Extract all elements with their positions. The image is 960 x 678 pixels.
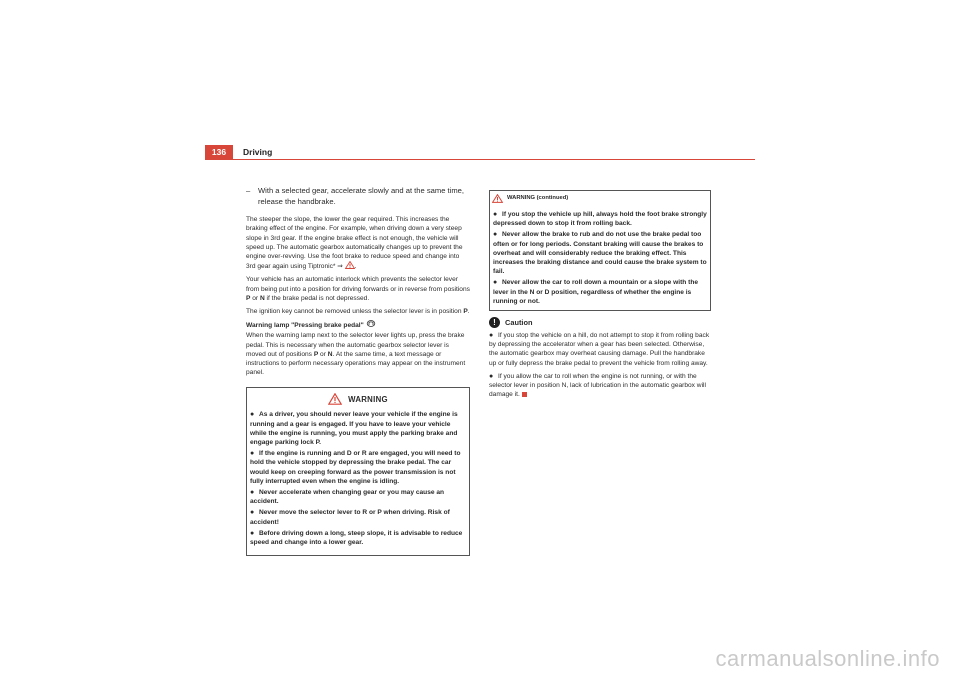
paragraph-ignition [246,307,470,316]
bullet-icon: ● [493,279,498,287]
warning-header [247,388,469,410]
warning-item-text: If the engine is running and D or R are engaged, you will need to hold the vehicle stopped by depressing the brake pedal. The car would keep on creeping forward as the power transmission is not fully interrupted even when the engine is idling. [250,450,461,485]
warning-item-text: Never allow the brake to rub and do not use the brake pedal too often or for long periods. Constant braking will cause the brakes to overheat and will considerably reduce the braking effect. This increases the braking distance and could cause the brake system to fail. [493,231,707,276]
warning-continued-box [489,190,711,311]
warning-ref-icon [345,261,355,269]
header-divider [205,159,755,160]
caution-item-text: If you allow the car to roll when the engine is not running, or with the selector lever in position N, lack of lubrication in the automatic gearbox will damage it. [489,372,706,399]
warning-triangle-icon [492,194,503,203]
step-dash: – [246,186,251,195]
caution-icon: ! [489,317,500,328]
warning-item-text: Never move the selector lever to R or P when driving. Risk of accident! [250,509,450,526]
caution-header [489,317,711,328]
warning-box [246,387,470,556]
bullet-icon: ● [493,231,498,239]
paragraph-lamp [246,331,470,377]
bullet-icon: ● [250,509,255,517]
lamp-position-p: P [313,350,319,358]
section-title: Driving [243,147,273,157]
position-n: N [259,294,265,302]
warning-item-text: Never accelerate when changing gear or you may cause an accident. [250,489,445,506]
bullet-icon: ● [250,489,255,497]
lamp-text-a: When the warning lamp next to the selector lever lights up, press the brake pedal. This is necessary when the automatic gearbox selector lever is moved out of positions [246,332,465,358]
warning-continued-header [490,191,710,206]
warning-item [247,410,469,447]
warning-item [247,529,469,547]
brake-pedal-lamp-icon [366,320,376,327]
ignition-text-b: . [467,308,470,316]
lamp-title: Warning lamp "Pressing brake pedal" [246,322,364,330]
caution-item-text: If you stop the vehicle on a hill, do not attempt to stop it from rolling back by depressing the accelerator when a gear has been selected. Otherwise, the automatic gearbox may overheat causing damage. Pull the handbrake up or fully depress the brake pedal to prevent the vehicle from rolling away. [489,332,710,367]
bullet-icon: ● [493,211,498,218]
watermark: carmanualsonline.info [715,646,940,671]
ignition-position-p: P [463,308,468,316]
warning-continued-title: WARNING (continued) [507,194,569,201]
lamp-heading [246,320,470,330]
warning-item-text: Before driving down a long, steep slope, it is advisable to reduce speed and change into a lower gear. [250,529,463,547]
warning-title: WARNING [348,394,388,404]
step-text: With a selected gear, accelerate slowly and at the same time, release the handbrake. [258,186,464,206]
warning-triangle-icon [328,393,342,405]
warning-item [490,206,710,228]
paragraph-slope-text: The steeper the slope, the lower the gear required. This increases the braking effect of the engine. For example, when driving down a very steep slope in 3rd gear. If the engine brake effect is not enough, the vehicle will speed up. The automatic gearbox automatically changes up to prevent the engine over-revving. Use the foot brake to reduce speed and change into 3rd gear again using Tiptronic* ⇒ [246,216,463,271]
bullet-icon: ● [489,372,494,380]
bullet-icon: ● [250,450,255,458]
warning-item-text: As a driver, you should never leave your vehicle if the engine is running and a gear is engaged. If you have to leave your vehicle while the engine is running, you must apply the parking brake and engage parking lock P. [250,411,458,447]
ignition-text-a: The ignition key cannot be removed unless the selector lever is in position [246,308,464,316]
page-number: 136 [205,145,233,159]
interlock-text-b: if the brake pedal is not depressed. [264,294,370,302]
instruction-step [246,186,470,207]
warning-item [247,488,469,506]
bullet-icon: ● [250,529,255,537]
caution-item [489,372,711,400]
bullet-icon: ● [489,332,494,340]
right-column [489,190,711,403]
bullet-icon: ● [250,411,255,419]
lamp-text-b: . At the same time, a text message or instructions to perform necessary operations may appear on the instrument panel. [246,350,466,377]
caution-item [489,331,711,368]
section-end-marker [522,392,527,397]
interlock-or: or [250,294,260,302]
warning-item-text: Never allow the car to roll down a mountain or a slope with the lever in the N or D position, regardless of whether the engine is running or not. [493,279,699,305]
lamp-or: or [318,350,328,358]
interlock-text-a: Your vehicle has an automatic interlock which prevents the selector lever from being put into a position for driving forwards or in reverse from positions [246,276,470,293]
paragraph-slope: The steeper the slope, the lower the gear required. This increases the braking effect of the engine. For example, when driving down a very steep slope in 3rd gear. If the engine brake effect is not enough, the vehicle will speed up. The automatic gearbox automatically changes up to prevent the engine over-revving. Use the foot brake to reduce speed and change into 3rd gear again using Tiptronic* ⇒ . [246,216,463,271]
warning-item [247,508,469,526]
lamp-position-n: N [327,350,333,358]
warning-item-text: If you stop the vehicle up hill, always hold the foot brake strongly depressed down to stop it from rolling back. [493,211,707,228]
warning-item [490,278,710,306]
left-column [246,186,470,556]
paragraph-interlock [246,275,470,303]
warning-item [490,230,710,276]
position-p: P [246,294,251,302]
caution-title: Caution [505,317,533,327]
warning-item [247,449,469,486]
